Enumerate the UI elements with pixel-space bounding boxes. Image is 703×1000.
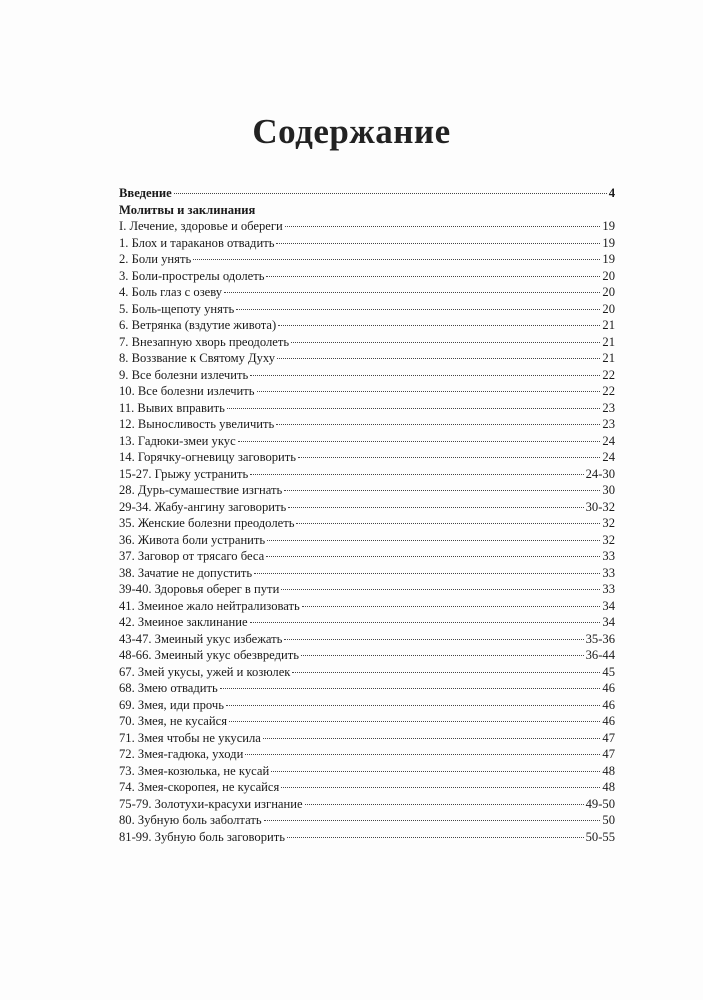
toc-entry-title: 38. Зачатие не допустить: [119, 565, 253, 580]
toc-leader-dots: [266, 276, 600, 277]
toc-entry-page: 23: [602, 400, 615, 415]
toc-entry: [119, 680, 615, 697]
toc-leader-dots: [250, 375, 600, 376]
toc-entry-title: 10. Все болезни излечить: [119, 384, 255, 398]
toc-entry-page: 30-32: [585, 499, 615, 514]
toc-entry: [119, 383, 615, 400]
toc-leader-dots: [257, 391, 601, 392]
toc-entry: [119, 367, 615, 384]
toc-entry: [119, 631, 615, 648]
toc-entry-page: 46: [602, 714, 615, 728]
toc-leader-dots: [292, 672, 600, 673]
toc-entry: [119, 416, 615, 433]
toc-leader-dots: [276, 243, 600, 244]
toc-entry-title: 74. Змея-скоропея, не кусайся: [119, 780, 280, 794]
toc-entry: [119, 284, 615, 301]
toc-entry: [119, 763, 615, 780]
toc-entry-title: 12. Выносливость увеличить: [119, 417, 275, 431]
toc-entry: [119, 433, 615, 450]
toc-entry: [119, 218, 615, 235]
toc-entry: [119, 614, 615, 631]
toc-entry-page: 46: [602, 681, 615, 695]
toc-entry-page: 21: [602, 351, 615, 365]
toc-entry-page: 33: [602, 582, 615, 596]
toc-entry-title: 11. Вывих вправить: [119, 400, 225, 415]
toc-entry-page: 48: [602, 763, 615, 778]
toc-entry-title: 9. Все болезни излечить: [119, 367, 249, 382]
toc-entry: [119, 812, 615, 829]
toc-entry-page: 20: [602, 285, 615, 299]
toc-leader-dots: [277, 358, 600, 359]
toc-entry-title: 71. Змея чтобы не укусила: [119, 730, 261, 745]
toc-entry-title: 13. Гадюки-змеи укус: [119, 433, 236, 448]
toc-entry-page: 46: [602, 697, 615, 712]
toc-entry-title: 8. Воззвание к Святому Духу: [119, 351, 276, 365]
toc-leader-dots: [229, 721, 600, 722]
toc-entry: [119, 449, 615, 466]
toc-entry-page: 36-44: [585, 648, 615, 662]
toc-entry: [119, 235, 615, 252]
toc-leader-dots: [285, 226, 601, 227]
toc-leader-dots: [281, 589, 600, 590]
toc-entry-title: 35. Женские болезни преодолеть: [119, 516, 295, 530]
toc-entry: [119, 334, 615, 351]
toc-entry-page: 20: [602, 301, 615, 316]
toc-entry-page: 48: [602, 780, 615, 794]
toc-leader-dots: [278, 325, 600, 326]
toc-entry-page: 32: [602, 532, 615, 547]
toc-entry-title: 5. Боль-щепоту унять: [119, 301, 235, 316]
toc-leader-dots: [267, 540, 600, 541]
toc-entry: [119, 829, 615, 846]
toc-entry-title: 68. Змею отвадить: [119, 681, 218, 695]
toc-entry-title: 28. Дурь-сумашествие изгнать: [119, 483, 283, 497]
toc-entry-page: 35-36: [585, 631, 615, 646]
toc-entry: [119, 268, 615, 285]
toc-entry: [119, 548, 615, 565]
toc-entry: [119, 499, 615, 516]
toc-entry-page: 19: [602, 235, 615, 250]
toc-entry-title: 6. Ветрянка (вздутие живота): [119, 318, 277, 332]
toc-entry: [119, 779, 615, 796]
toc-leader-dots: [220, 688, 601, 689]
toc-entry-title: 39-40. Здоровья оберег в пути: [119, 582, 280, 596]
toc-entry-title: Молитвы и заклинания: [119, 202, 256, 217]
toc-entry-title: 70. Змея, не кусайся: [119, 714, 228, 728]
toc-entry: [119, 350, 615, 367]
toc-entry: [119, 730, 615, 747]
toc-entry: [119, 251, 615, 268]
toc-entry-page: 30: [602, 483, 615, 497]
toc-entry-title: I. Лечение, здоровье и обереги: [119, 219, 283, 233]
toc-entry-title: 2. Боли унять: [119, 252, 192, 266]
toc-entry-title: 4. Боль глаз с озеву: [119, 285, 223, 299]
toc-leader-dots: [263, 738, 601, 739]
toc-leader-dots: [302, 606, 601, 607]
toc-entry-title: 3. Боли-прострелы одолеть: [119, 268, 265, 283]
toc-entry-title: 43-47. Змеиный укус избежать: [119, 631, 283, 646]
toc-entry-title: 1. Блох и тараканов отвадить: [119, 235, 275, 250]
toc-entry: [119, 202, 615, 219]
toc-entry-title: 48-66. Змеиный укус обезвредить: [119, 648, 299, 662]
toc-entry-page: 19: [602, 219, 615, 233]
toc-entry-page: 34: [602, 615, 615, 629]
toc-leader-dots: [245, 754, 600, 755]
toc-entry-title: 42. Змеиное заклинание: [119, 615, 248, 629]
toc-leader-dots: [276, 424, 600, 425]
toc-entry-page: 23: [602, 417, 615, 431]
toc-entry-page: 47: [602, 747, 615, 761]
toc-entry-page: 19: [602, 252, 615, 266]
toc-entry: [119, 400, 615, 417]
table-of-contents: [119, 185, 615, 845]
toc-leader-dots: [298, 457, 600, 458]
toc-leader-dots: [238, 441, 601, 442]
toc-entry-page: 50: [602, 813, 615, 827]
toc-entry: [119, 746, 615, 763]
toc-entry-title: 75-79. Золотухи-красухи изгнание: [119, 796, 303, 811]
toc-leader-dots: [250, 622, 601, 623]
toc-entry: [119, 598, 615, 615]
toc-entry-title: 37. Заговор от трясаго беса: [119, 549, 265, 563]
toc-leader-dots: [224, 292, 600, 293]
toc-entry-title: 69. Змея, иди прочь: [119, 697, 224, 712]
toc-entry-title: 73. Змея-козюлька, не кусай: [119, 763, 270, 778]
toc-entry-page: 22: [602, 367, 615, 382]
toc-leader-dots: [264, 820, 601, 821]
toc-entry: [119, 565, 615, 582]
toc-entry-page: 32: [602, 516, 615, 530]
toc-entry-title: 36. Живота боли устранить: [119, 532, 266, 547]
toc-entry-page: 49-50: [585, 796, 615, 811]
toc-entry-page: 24: [602, 433, 615, 448]
toc-leader-dots: [291, 342, 600, 343]
toc-entry-title: Введение: [119, 186, 172, 200]
toc-leader-dots: [174, 193, 607, 194]
toc-entry: [119, 796, 615, 813]
toc-leader-dots: [254, 573, 600, 574]
toc-entry: [119, 301, 615, 318]
toc-entry-page: 20: [602, 268, 615, 283]
toc-entry: [119, 185, 615, 202]
toc-entry-title: 80. Зубную боль заболтать: [119, 813, 262, 827]
toc-entry: [119, 664, 615, 681]
toc-leader-dots: [301, 655, 584, 656]
toc-entry-title: 81-99. Зубную боль заговорить: [119, 829, 285, 844]
toc-leader-dots: [236, 309, 600, 310]
toc-entry-page: 33: [602, 565, 615, 580]
toc-leader-dots: [227, 408, 600, 409]
toc-entry: [119, 713, 615, 730]
toc-leader-dots: [226, 705, 600, 706]
toc-entry: [119, 581, 615, 598]
toc-entry-title: 29-34. Жабу-ангину заговорить: [119, 499, 287, 514]
toc-entry-page: 47: [602, 730, 615, 745]
toc-entry-title: 41. Змеиное жало нейтрализовать: [119, 598, 300, 613]
page-title: Содержание: [252, 112, 451, 151]
toc-leader-dots: [287, 837, 584, 838]
toc-leader-dots: [288, 507, 583, 508]
toc-entry-page: 33: [602, 549, 615, 563]
toc-entry: [119, 466, 615, 483]
toc-leader-dots: [193, 259, 600, 260]
toc-entry-page: 24: [602, 450, 615, 464]
toc-leader-dots: [266, 556, 600, 557]
toc-leader-dots: [296, 523, 600, 524]
toc-leader-dots: [271, 771, 600, 772]
toc-entry-page: 22: [602, 384, 615, 398]
toc-entry: [119, 532, 615, 549]
toc-leader-dots: [284, 639, 583, 640]
toc-entry: [119, 317, 615, 334]
toc-entry-title: 7. Внезапную хворь преодолеть: [119, 334, 290, 349]
toc-entry-page: 24-30: [585, 466, 615, 481]
toc-entry: [119, 647, 615, 664]
toc-leader-dots: [281, 787, 600, 788]
toc-entry-page: 45: [602, 664, 615, 679]
toc-leader-dots: [250, 474, 583, 475]
toc-entry-page: 21: [602, 334, 615, 349]
toc-entry-page: 50-55: [585, 829, 615, 844]
toc-entry-title: 72. Змея-гадюка, уходи: [119, 747, 244, 761]
toc-entry: [119, 482, 615, 499]
toc-entry-title: 15-27. Грыжу устранить: [119, 466, 249, 481]
toc-entry: [119, 515, 615, 532]
toc-leader-dots: [284, 490, 600, 491]
toc-entry-page: 4: [608, 186, 615, 200]
toc-entry-title: 14. Горячку-огневицу заговорить: [119, 450, 297, 464]
toc-entry-page: 21: [602, 318, 615, 332]
toc-entry-title: 67. Змей укусы, ужей и козюлек: [119, 664, 291, 679]
toc-leader-dots: [305, 804, 584, 805]
toc-entry-page: 34: [602, 598, 615, 613]
toc-entry: [119, 697, 615, 714]
